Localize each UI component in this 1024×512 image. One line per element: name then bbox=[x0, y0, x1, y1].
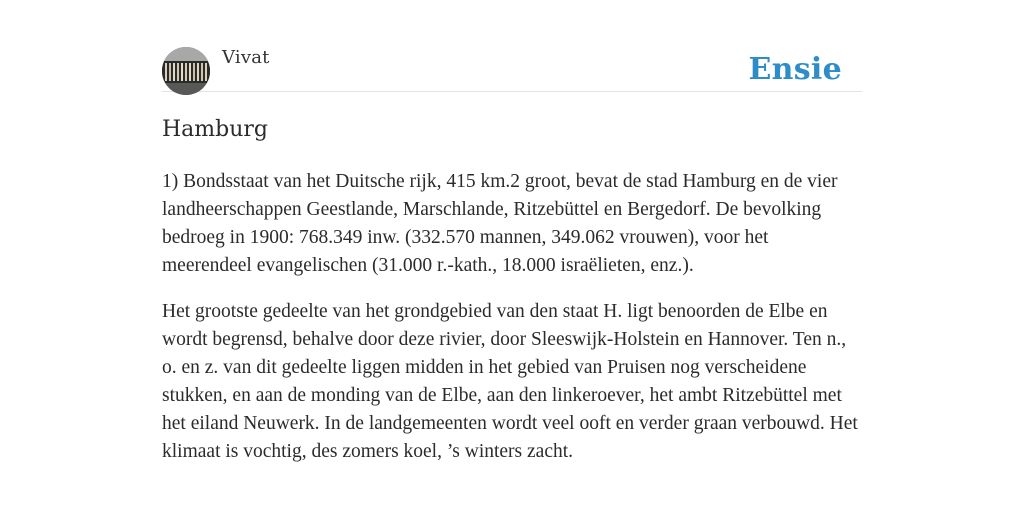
article-title: Hamburg bbox=[162, 117, 269, 142]
article-body bbox=[162, 168, 862, 484]
author-name[interactable]: Vivat bbox=[222, 47, 270, 68]
brand-logo[interactable]: Ensie bbox=[748, 52, 842, 87]
article-paragraph: 1) Bondsstaat van het Duitsche rijk, 415 km.2 groot, bevat de stad Hamburg en de vier landheerschappen Geestlande, Marschlande, Ritzebüttel en Bergedorf. De bevolking bedroeg in 1900: 768.349 inw. (332.570 mannen, 349.062 vrouwen), voor het meerendeel evangelischen (31.000 r.-kath., 18.000 israëlieten, enz.). bbox=[162, 171, 838, 276]
article-page bbox=[162, 0, 862, 462]
article-header bbox=[162, 0, 862, 92]
bookshelf-photo-icon bbox=[162, 47, 210, 95]
article-paragraph: Het grootste gedeelte van het grondgebied van den staat H. ligt benoorden de Elbe en wordt begrensd, behalve door deze rivier, door Sleeswijk-Holstein en Hannover. Ten n., o. en z. van dit gedeelte liggen midden in het gebied van Pruisen nog verscheidene stukken, en aan de monding van de Elbe, aan den linkeroever, het ambt Ritzebüttel met het eiland Neuwerk. In de landgemeenten wordt veel ooft en verder graan verbouwd. Het klimaat is vochtig, des zomers koel, ’s winters zacht. bbox=[162, 301, 858, 462]
author-avatar[interactable] bbox=[162, 47, 210, 95]
